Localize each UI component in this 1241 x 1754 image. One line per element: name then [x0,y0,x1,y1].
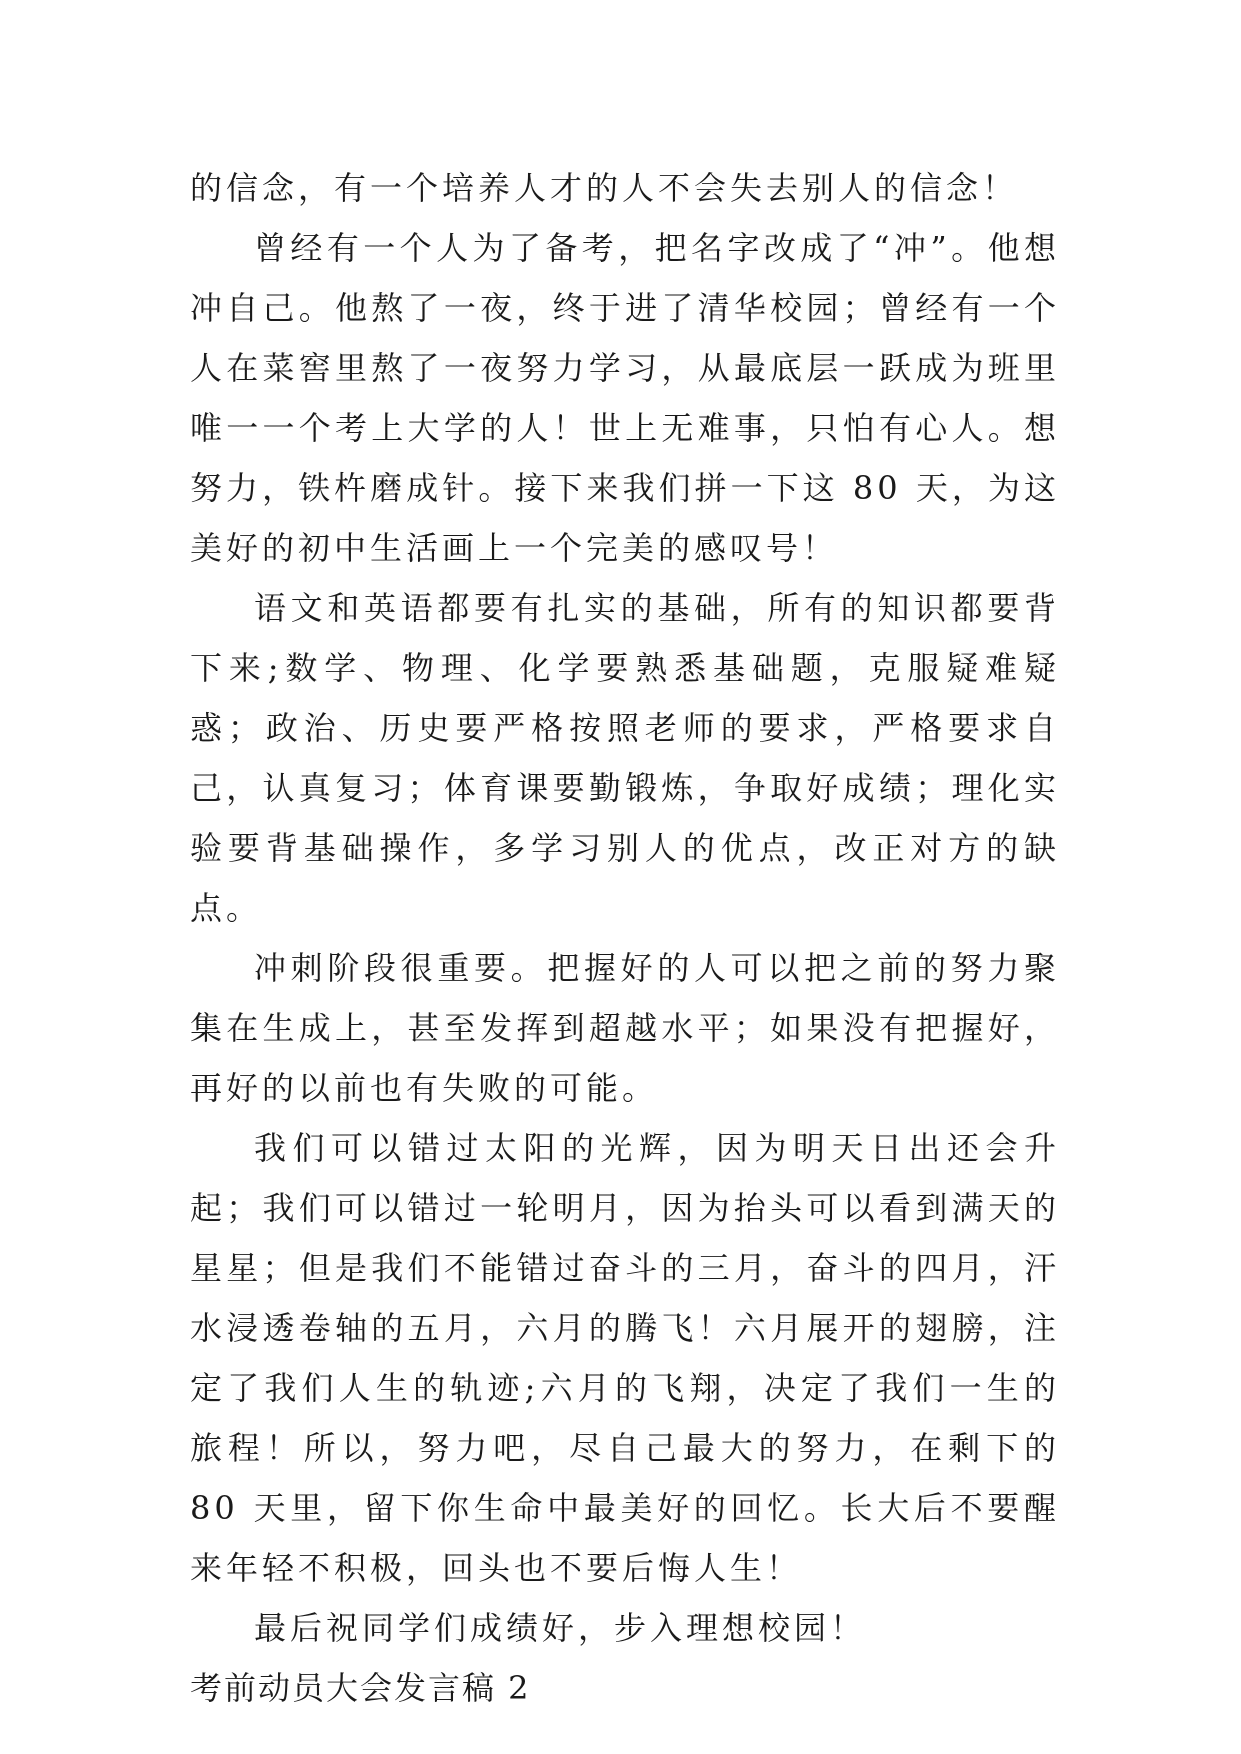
document-body [190,158,1060,1718]
paragraph-sprint-stage: 冲刺阶段很重要。把握好的人可以把之前的努力聚集在生成上，甚至发挥到超越水平；如果没有把握好，再好的以前也有失败的可能。 [190,949,1060,1107]
paragraph-continuation: 的信念，有一个培养人才的人不会失去别人的信念！ [190,169,1019,207]
section-title: 考前动员大会发言稿 2 [190,1669,531,1707]
paragraph-june-flight: 我们可以错过太阳的光辉，因为明天日出还会升起；我们可以错过一轮明月，因为抬头可以看到满天的星星；但是我们不能错过奋斗的三月，奋斗的四月，汗水浸透卷轴的五月，六月的腾飞！六月展开的翅膀，注定了我们人生的轨迹;六月的飞翔，决定了我们一生的旅程！所以，努力吧，尽自己最大的努力，在剩下的 80 天里，留下你生命中最美好的回忆。长大后不要醒来年轻不积极，回头也不要后悔人生！ [190,1129,1060,1587]
paragraph-name-change-story: 曾经有一个人为了备考，把名字改成了“冲”。他想冲自己。他熬了一夜，终于进了清华校园；曾经有一个人在菜窖里熬了一夜努力学习，从最底层一跃成为班里唯一一个考上大学的人！世上无难事，只怕有心人。想努力，铁杵磨成针。接下来我们拼一下这 80 天，为这美好的初中生活画上一个完美的感叹号！ [190,229,1060,567]
paragraph-study-advice: 语文和英语都要有扎实的基础，所有的知识都要背下来;数学、物理、化学要熟悉基础题，克服疑难疑惑；政治、历史要严格按照老师的要求，严格要求自己，认真复习；体育课要勤锻炼，争取好成绩；理化实验要背基础操作，多学习别人的优点，改正对方的缺点。 [190,589,1060,927]
paragraph-closing-wish: 最后祝同学们成绩好，步入理想校园！ [254,1609,867,1647]
